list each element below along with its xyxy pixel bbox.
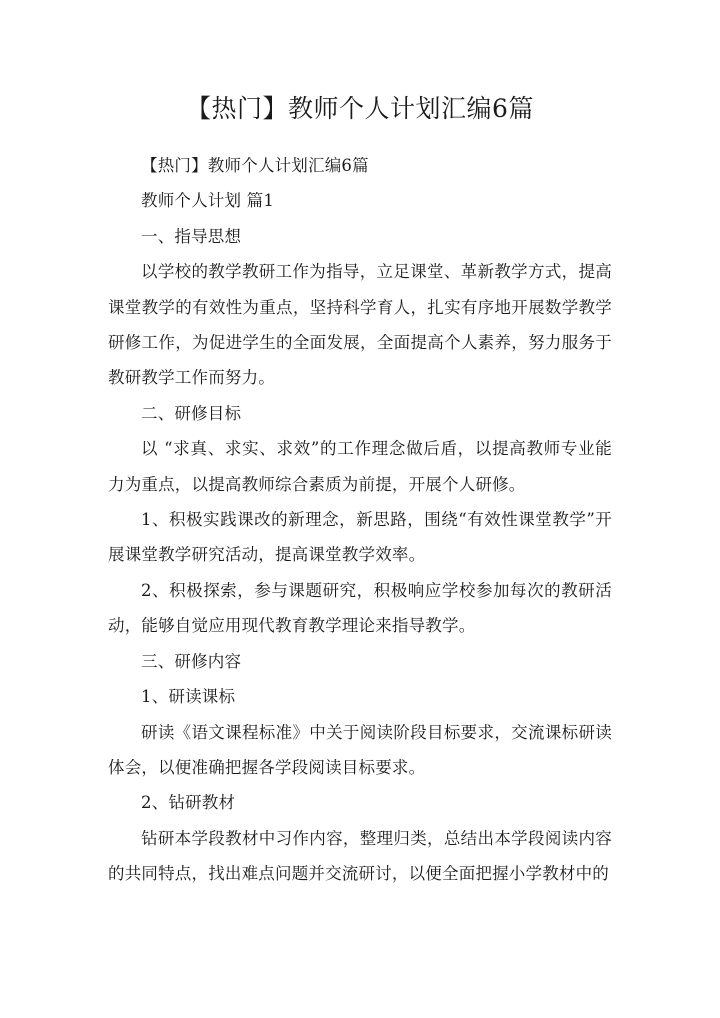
paragraph-goals-intro: 以 “求真、求实、求效”的工作理念做后盾，以提高教师专业能力为重点，以提高教师综合素质为前提，开展个人研修。	[108, 439, 612, 494]
paragraph-subtitle: 【热门】教师个人计划汇编6篇	[141, 156, 369, 175]
paragraph-section-heading: 教师个人计划 篇1	[141, 191, 275, 211]
paragraph-goal-2: 2、积极探索，参与课题研究，积极响应学校参加每次的教研活动，能够自觉应用现代教育教学理论来指导教学。	[108, 580, 612, 636]
document-title: 【热门】教师个人计划汇编6篇	[186, 94, 534, 123]
paragraph-guiding-thought: 以学校的教学教研工作为指导，立足课堂、革新教学方式，提高课堂教学的有效性为重点，坚持科学育人，扎实有序地开展数学教学研修工作，为促进学生的全面发展，全面提高个人素养，努力服务于教研教学工作而努力。	[108, 262, 612, 388]
paragraph-heading-curriculum: 1、研读课标	[141, 687, 236, 707]
paragraph-goal-1: 1、积极实践课改的新理念，新思路，围绕“有效性课堂教学”开展课堂教学研究活动，提高课堂教学效率。	[108, 510, 612, 565]
paragraph-heading-textbook: 2、钻研教材	[141, 793, 236, 813]
document-body	[108, 148, 612, 892]
paragraph-heading-goals: 二、研修目标	[141, 403, 242, 423]
paragraph-curriculum: 研读《语文课程标准》中关于阅读阶段目标要求，交流课标研读体会，以便准确把握各学段阅读目标要求。	[108, 722, 612, 777]
paragraph-textbook: 钻研本学段教材中习作内容，整理归类，总结出本学段阅读内容的共同特点，找出难点问题并交流研讨，以便全面把握小学教材中的	[108, 828, 612, 884]
paragraph-heading-content: 三、研修内容	[141, 651, 242, 671]
paragraph-heading-guiding-thought: 一、指导思想	[141, 226, 242, 246]
